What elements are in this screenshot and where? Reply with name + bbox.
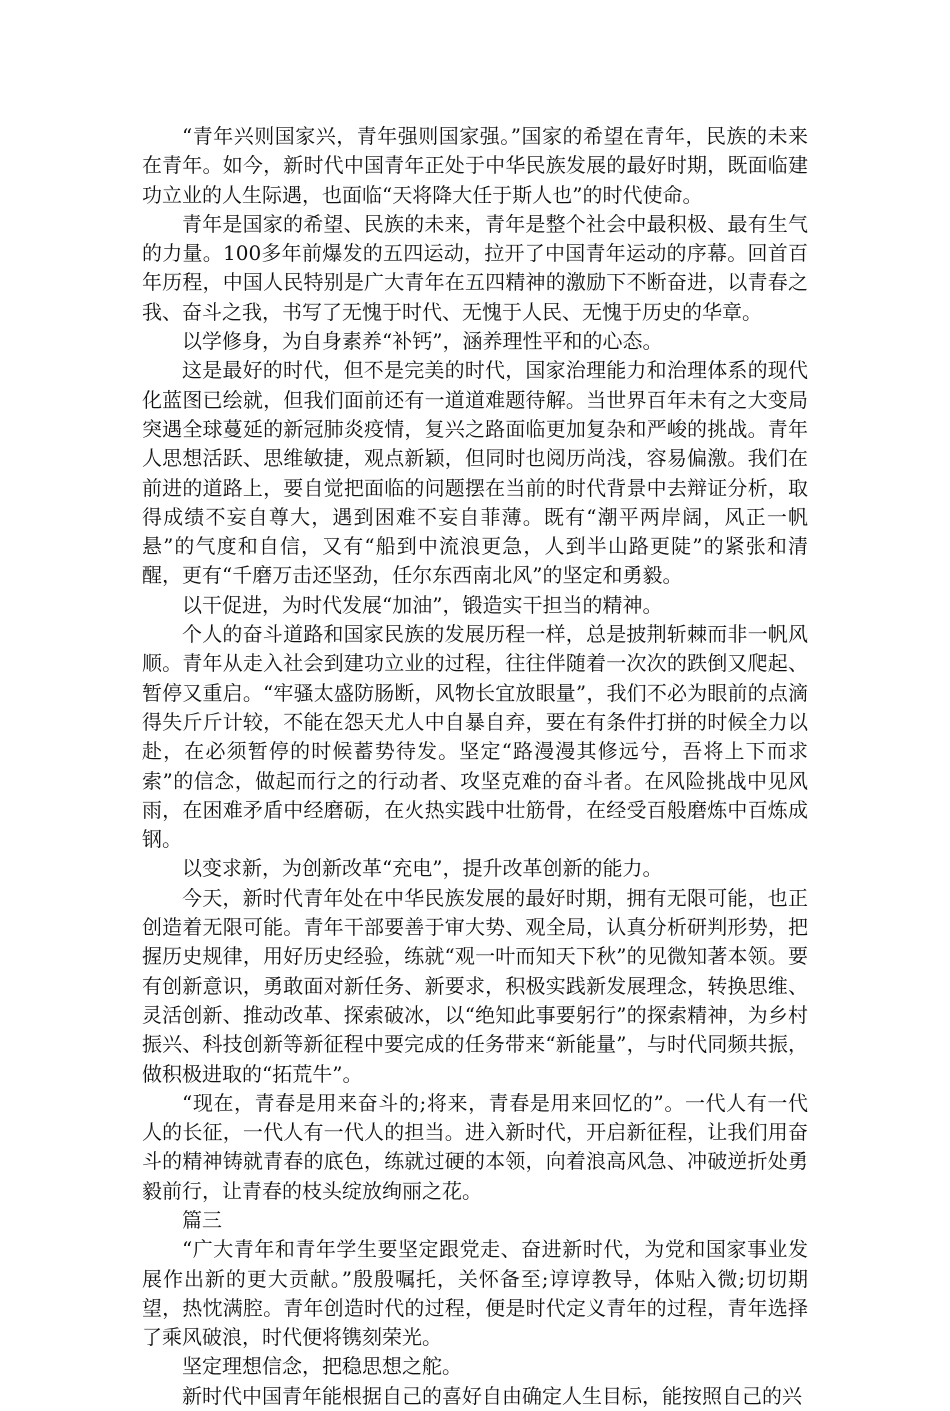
paragraph-youth-hope: 青年是国家的希望、民族的未来，青年是整个社会中最积极、最有生气的力量。100多年前爆发的五四运动，拉开了中国青年运动的序幕。回首百年历程，中国人民特别是广大青年在五四精神的激励下不断奋进，以青春之我、奋斗之我，书写了无愧于时代、无愧于人民、无愧于历史的华章。 [142,211,808,324]
document-page [142,122,808,1411]
section-title-part-three: 篇三 [182,1207,222,1232]
heading-ideals: 坚定理想信念，把稳思想之舵。 [182,1354,462,1379]
paragraph-struggle: 个人的奋斗道路和国家民族的发展历程一样，总是披荆斩棘而非一帆风顺。青年从走入社会到建功立业的过程，往往伴随着一次次的跌倒又爬起、暂停又重启。“牢骚太盛防肠断，风物长宜放眼量”，我们不必为眼前的点滴得失斤斤计较，不能在怨天尤人中自暴自弃，要在有条件打拼的时候全力以赴，在必须暂停的时候蓄势待发。坚定“路漫漫其修远兮，吾将上下而求索”的信念，做起而行之的行动者、攻坚克难的奋斗者。在风险挑战中见风雨，在困难矛盾中经磨砺，在火热实践中壮筋骨，在经受百般磨炼中百炼成钢。 [142,622,808,852]
heading-study: 以学修身，为自身素养“补钙”，涵养理性平和的心态。 [182,329,663,354]
paragraph-follow-party: “广大青年和青年学生要坚定跟党走、奋进新时代，为党和国家事业发展作出新的更大贡献。”殷殷嘱托，关怀备至;谆谆教导，体贴入微;切切期望，热忱满腔。青年创造时代的过程，便是时代定义青年的过程，青年选择了乘风破浪，时代便将镌刻荣光。 [142,1237,808,1350]
heading-action: 以干促进，为时代发展“加油”，锻造实干担当的精神。 [182,592,663,617]
paragraph-intro: “青年兴则国家兴，青年强则国家强。”国家的希望在青年，民族的未来在青年。如今，新时代中国青年正处于中华民族发展的最好时期，既面临建功立业的人生际遇，也面临“天将降大任于斯人也”的时代使命。 [142,124,808,207]
heading-innovation: 以变求新，为创新改革“充电”，提升改革创新的能力。 [182,856,663,881]
paragraph-new-era-youth: 新时代中国青年能根据自己的喜好自由确定人生目标，能按照自己的兴 [182,1383,802,1408]
paragraph-today: 今天，新时代青年处在中华民族发展的最好时期，拥有无限可能，也正创造着无限可能。青年干部要善于审大势、观全局，认真分析研判形势，把握历史规律，用好历史经验，练就“观一叶而知天下秋”的见微知著本领。要有创新意识，勇敢面对新任务、新要求，积极实践新发展理念，转换思维、灵活创新、推动改革、探索破冰，以“绝知此事要躬行”的探索精神，为乡村振兴、科技创新等新征程中要完成的任务带来“新能量”，与时代同频共振，做积极进取的“拓荒牛”。 [142,885,808,1086]
paragraph-now-youth: “现在，青春是用来奋斗的;将来，青春是用来回忆的”。一代人有一代人的长征，一代人有一代人的担当。进入新时代，开启新征程，让我们用奋斗的精神铸就青春的底色，练就过硬的本领，向着浪高风急、冲破逆折处勇毅前行，让青春的枝头绽放绚丽之花。 [142,1090,808,1203]
paragraph-best-era: 这是最好的时代，但不是完美的时代，国家治理能力和治理体系的现代化蓝图已绘就，但我们面前还有一道道难题待解。当世界百年未有之大变局突遇全球蔓延的新冠肺炎疫情，复兴之路面临更加复杂和严峻的挑战。青年人思想活跃、思维敏捷，观点新颖，但同时也阅历尚浅，容易偏激。我们在前进的道路上，要自觉把面临的问题摆在当前的时代背景中去辩证分析，取得成绩不妄自尊大，遇到困难不妄自菲薄。既有“潮平两岸阔，风正一帆悬”的气度和自信，又有“船到中流浪更急，人到半山路更陡”的紧张和清醒，更有“千磨万击还坚劲，任尔东西南北风”的坚定和勇毅。 [142,358,808,588]
